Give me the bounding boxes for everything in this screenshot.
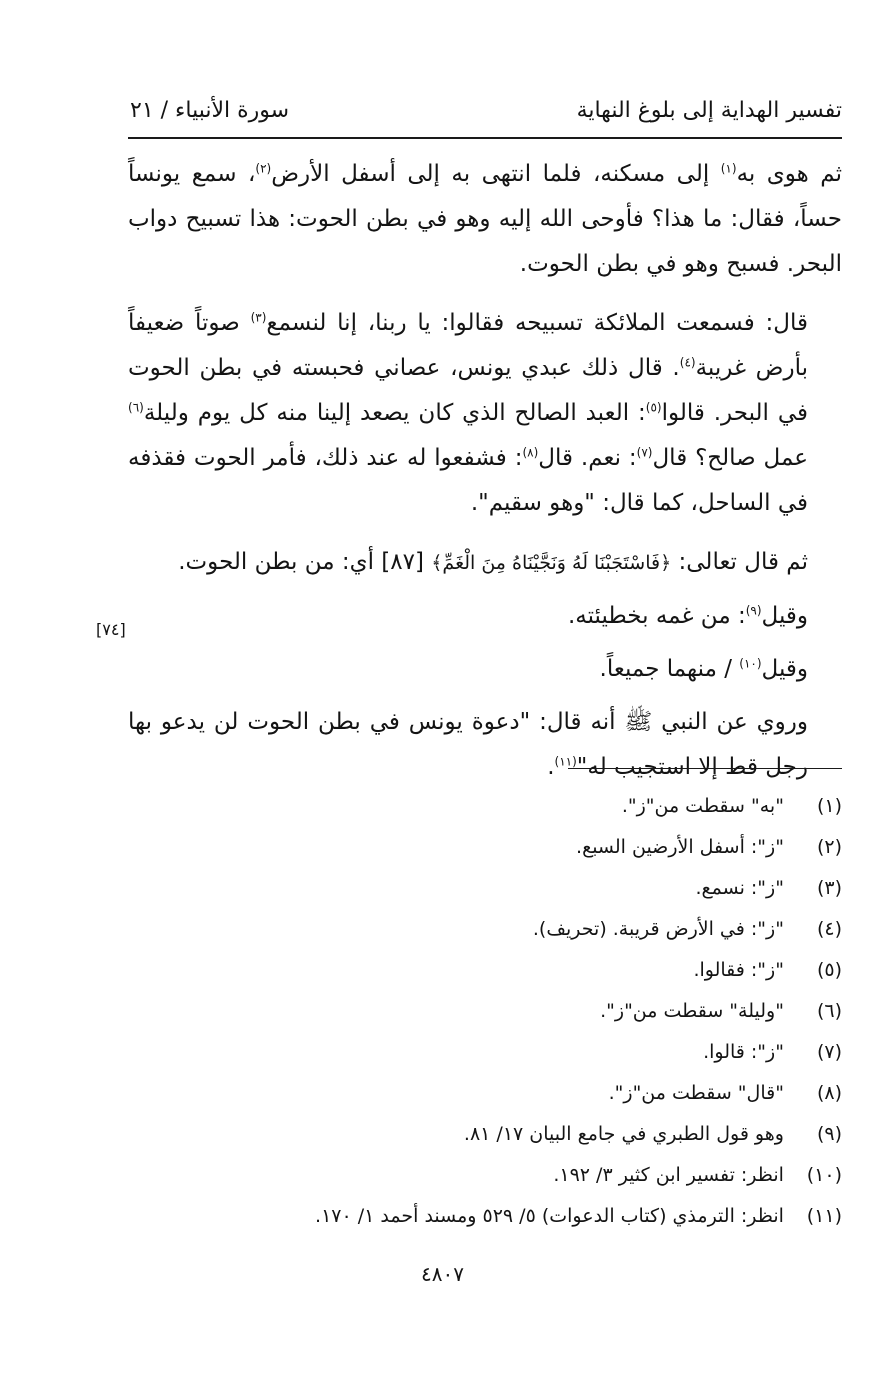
quran-verse: ﴿فَاسْتَجَبْنَا لَهُ وَنَجَّيْنَاهُ مِنَ الْغَمِّ﴾: [431, 552, 672, 574]
footnote-text: "ز": أسفل الأرضين السبع.: [576, 836, 784, 858]
footnote-number: (٦): [816, 1000, 842, 1022]
running-header: [130, 92, 842, 132]
book-title: تفسير الهداية إلى بلوغ النهاية: [576, 98, 842, 123]
footnote-item: [128, 1114, 842, 1155]
paragraph-5: [128, 647, 842, 692]
text-run: وقيل: [761, 656, 808, 682]
text-run: ، سمع يونساً حساً، فقال: ما هذا؟ فأوحى الله إليه وهو في بطن الحوت: هذا تسبيح دواب البحر. فسبح وهو في بطن الحوت.: [128, 161, 842, 277]
text-run: ثم هوى به: [736, 161, 842, 187]
footnote-ref-3: (٣): [250, 310, 267, 325]
text-run: [٨٧] أي: من بطن الحوت.: [178, 549, 432, 575]
text-run: إلى مسكنه، فلما انتهى به إلى أسفل الأرض: [271, 161, 721, 187]
footnote-ref-6: (٦): [128, 400, 144, 415]
footnote-item: [128, 1032, 842, 1073]
footnote-text: انظر: تفسير ابن كثير ٣/ ١٩٢.: [553, 1164, 784, 1186]
footnote-number: (١): [816, 795, 842, 817]
footnote-ref-7: (٧): [636, 445, 653, 460]
footnote-text: "ز": فقالوا.: [693, 959, 784, 981]
text-run: صوتاً ضعيفاً بأرض غريبة: [128, 310, 808, 381]
text-run: : العبد الصالح الذي كان يصعد إلينا منه كل يوم وليلة: [143, 400, 646, 426]
page-number: ٤٨٠٧: [421, 1262, 464, 1286]
footnote-divider: [568, 768, 842, 769]
paragraph-6: [128, 700, 842, 790]
paragraph-3: [128, 540, 842, 586]
text-run: وقيل: [761, 603, 808, 629]
footnote-text: "وليلة" سقطت من"ز".: [600, 1000, 784, 1022]
text-run: : فشفعوا له عند ذلك، فأمر الحوت فقذفه في الساحل، كما قال: "وهو سقيم".: [128, 445, 808, 516]
footnote-item: [128, 991, 842, 1032]
footnote-ref-10: (١٠): [739, 656, 762, 671]
footnote-text: وهو قول الطبري في جامع البيان ١٧/ ٨١.: [463, 1123, 784, 1145]
margin-folio-reference: [٧٤]: [96, 620, 126, 639]
main-text: [128, 152, 842, 804]
text-run: . قال ذلك عبدي يونس، عصاني فحبسته في بطن الحوت في البحر. قالوا: [128, 355, 808, 426]
footnotes-list: [128, 786, 842, 1237]
text-run: : من غمه بخطيئته.: [567, 603, 746, 629]
footnote-number: (٥): [816, 959, 842, 981]
footnote-number: (٤): [816, 918, 842, 940]
footnote-item: [128, 1196, 842, 1237]
footnote-text: "ز": في الأرض قريبة. (تحريف).: [532, 918, 784, 940]
footnote-item: [128, 1073, 842, 1114]
text-run: : نعم. قال: [538, 445, 637, 471]
text-run: قال: فسمعت الملائكة تسبيحه فقالوا: يا ربنا، إنا لنسمع: [266, 310, 809, 336]
footnote-ref-1: (١): [720, 161, 737, 176]
text-run: عمل صالح؟ قال: [652, 445, 808, 471]
footnote-item: [128, 1155, 842, 1196]
footnote-number: (٣): [816, 877, 842, 899]
surah-title: سورة الأنبياء / ٢١: [130, 98, 290, 123]
footnote-text: "قال" سقطت من"ز".: [608, 1082, 784, 1104]
footnote-item: [128, 827, 842, 868]
footnote-ref-5: (٥): [645, 400, 662, 415]
paragraph-2: [128, 301, 842, 526]
paragraph-4: [128, 594, 842, 639]
footnote-text: "ز": قالوا.: [703, 1041, 784, 1063]
footnote-number: (٩): [816, 1123, 842, 1145]
footnote-text: انظر: الترمذي (كتاب الدعوات) ٥/ ٥٢٩ ومسند أحمد ١/ ١٧٠.: [315, 1205, 784, 1227]
footnote-number: (٧): [816, 1041, 842, 1063]
header-divider: [128, 137, 842, 139]
footnote-number: (٨): [816, 1082, 842, 1104]
footnote-text: "ز": نسمع.: [695, 877, 784, 899]
footnote-ref-11: (١١): [554, 754, 577, 769]
footnote-number: (١١): [806, 1205, 842, 1227]
footnote-item: [128, 868, 842, 909]
text-run: وروي عن النبي ﷺ أنه قال: "دعوة يونس في بطن الحوت لن يدعو بها رجل قط إلا استجيب له": [128, 709, 808, 780]
text-run: .: [547, 754, 555, 780]
paragraph-1: [128, 152, 842, 287]
footnote-ref-4: (٤): [679, 355, 696, 370]
footnote-ref-9: (٩): [745, 603, 762, 618]
footnote-number: (١٠): [806, 1164, 842, 1186]
text-run: ثم قال تعالى:: [671, 549, 808, 575]
footnote-item: [128, 786, 842, 827]
footnote-item: [128, 909, 842, 950]
footnote-item: [128, 950, 842, 991]
footnote-ref-8: (٨): [522, 445, 539, 460]
footnote-text: "به" سقطت من"ز".: [621, 795, 784, 817]
footnote-ref-2: (٢): [255, 161, 272, 176]
footnote-number: (٢): [816, 836, 842, 858]
text-run: / منهما جميعاً.: [599, 656, 740, 682]
